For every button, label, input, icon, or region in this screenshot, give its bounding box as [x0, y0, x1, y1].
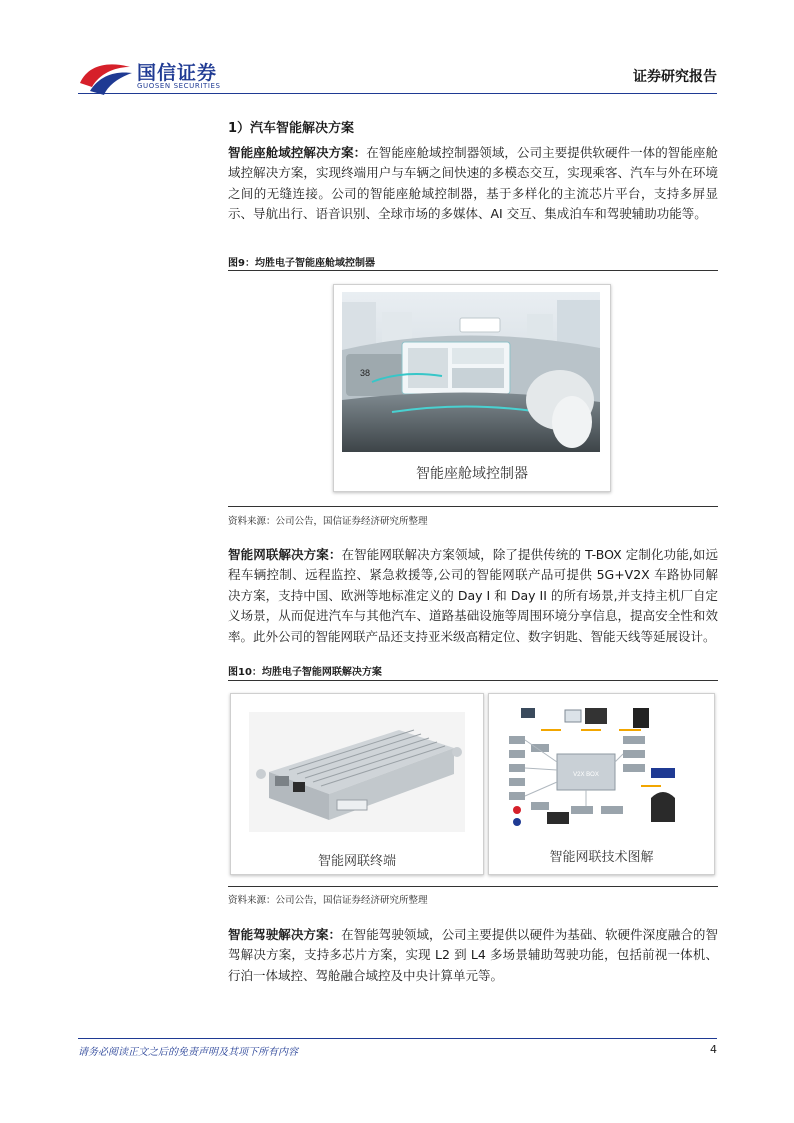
figure-10-right-image — [488, 693, 715, 875]
footer-disclaimer: 请务必阅读正文之后的免责声明及其项下所有内容 — [78, 1047, 298, 1058]
page-number: 4 — [710, 1043, 717, 1056]
paragraph-cockpit — [228, 143, 718, 225]
paragraph-body: 在智能座舱域控制器领域，公司主要提供软硬件一体的智能座舱域控解决方案，实现终端用户与车辆之间快速的多模态交互，实现乘客、汽车与外在环境之间的无缝连接。公司的智能座舱域控制器，基于多样化的主流芯片平台，支持多屏显示、导航出行、语音识别、全球市场的多媒体、AI 交互、集成泊车和驾驶辅助功能等。 — [228, 145, 718, 222]
figure-10-right-label: 智能网联技术图解 — [549, 850, 654, 865]
figure-9-caption: 图9：均胜电子智能座舱域控制器 — [228, 258, 375, 269]
paragraph-driving — [228, 925, 718, 986]
tbox-device — [249, 712, 465, 832]
paragraph-lead: 智能网联解决方案： — [228, 547, 342, 562]
figure-9-top-rule — [228, 270, 718, 271]
footer-divider — [78, 1038, 717, 1039]
report-type: 证券研究报告 — [633, 69, 717, 85]
paragraph-lead: 智能座舱域控解决方案： — [228, 145, 367, 160]
figure-10-source: 资料来源：公司公告，国信证券经济研究所整理 — [228, 895, 428, 906]
figure-10-left-label: 智能网联终端 — [317, 854, 396, 869]
company-name-en: GUOSEN SECURITIES — [137, 82, 221, 90]
figure-10-caption: 图10：均胜电子智能网联解决方案 — [228, 667, 382, 678]
figure-10-bottom-rule — [228, 886, 718, 887]
figure-9-bottom-rule — [228, 506, 718, 507]
company-name-cn: 国信证券 — [137, 62, 218, 84]
v2x-box-label: V2X BOX — [573, 772, 599, 778]
figure-9-image — [333, 284, 611, 492]
paragraph-connectivity — [228, 545, 718, 647]
cockpit-render — [342, 292, 600, 452]
figure-10-top-rule — [228, 680, 718, 681]
paragraph-body: 在智能网联解决方案领域，除了提供传统的 T-BOX 定制化功能,如远程车辆控制、远程监控、紧急救援等,公司的智能网联产品可提供 5G+V2X 车路协同解决方案，支持中国、欧洲等地标准定义的 Day I 和 Day II 的所有场景,并支持主机厂自定义场景，从而促进汽车与其他汽车、道路基础设施等周围环境分享信息，提高安全性和效率。此外公司的智能网联产品还支持亚米级高精定位、数字钥匙、智能天线等延展设计。 — [228, 547, 718, 644]
header-divider — [78, 93, 717, 94]
section-title: 1）汽车智能解决方案 — [228, 121, 355, 136]
figure-9-source: 资料来源：公司公告，国信证券经济研究所整理 — [228, 516, 428, 527]
v2x-diagram — [501, 706, 677, 834]
figure-9-image-label: 智能座舱域控制器 — [416, 466, 528, 482]
figure-10-left-image — [230, 693, 484, 875]
hud-speed: 38 — [360, 368, 371, 378]
paragraph-lead: 智能驾驶解决方案： — [228, 927, 342, 942]
paragraph-body: 在智能驾驶领域，公司主要提供以硬件为基础、软硬件深度融合的智驾解决方案，支持多芯片方案，实现 L2 到 L4 多场景辅助驾驶功能，包括前视一体机、行泊一体域控、驾舱融合域控及中央计算单元等。 — [228, 927, 718, 983]
